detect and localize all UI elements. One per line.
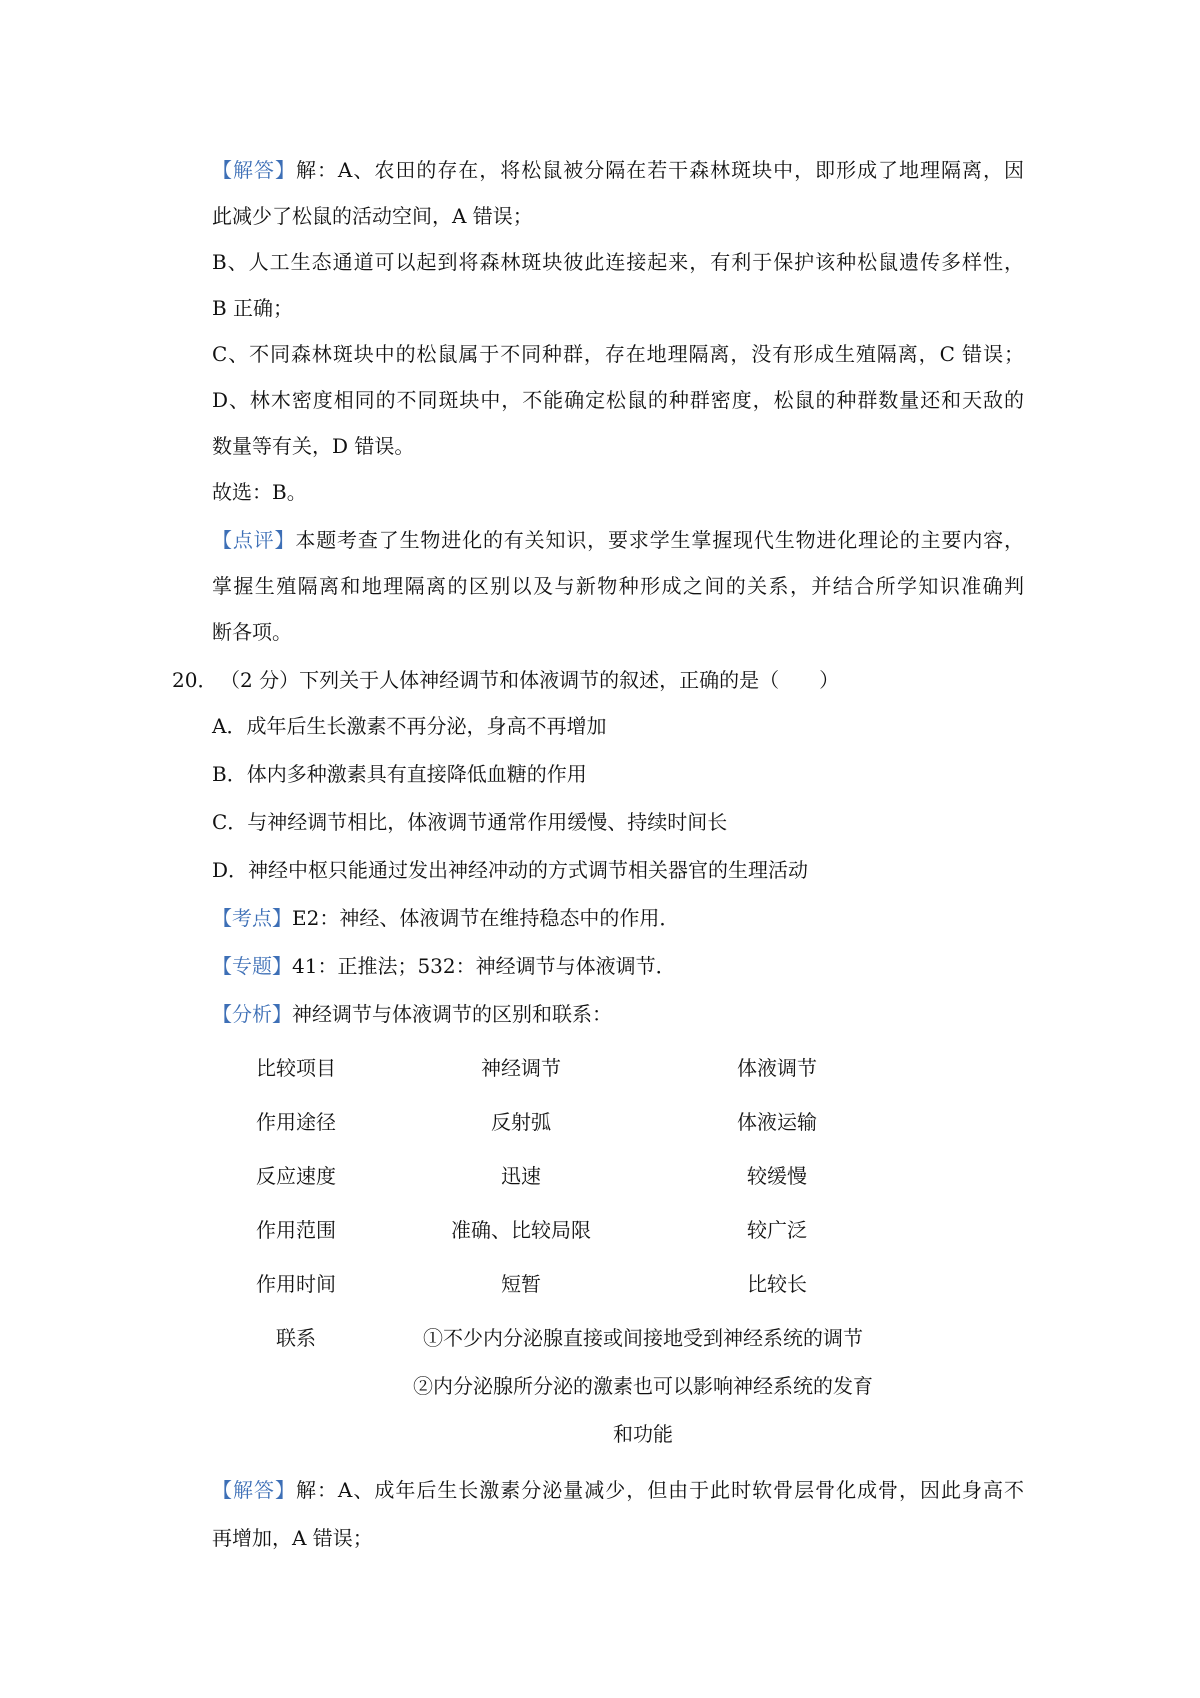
table-cell: 较缓慢 <box>747 1164 807 1188</box>
prev-answer-line-2: 此减少了松鼠的活动空间，A 错误； <box>212 204 533 228</box>
topic-tag: 【专题】 <box>212 954 292 978</box>
analysis-line: 【分析】神经调节与体液调节的区别和联系： <box>212 1002 612 1026</box>
comment-tag: 【点评】 <box>212 528 296 552</box>
point-tag: 【考点】 <box>212 906 292 930</box>
question-number: 20． <box>172 668 218 692</box>
table-row-label: 反应速度 <box>256 1164 336 1188</box>
table-relation-label: 联系 <box>276 1326 316 1350</box>
table-row-label: 作用范围 <box>256 1218 336 1242</box>
prev-answer-line-7: 数量等有关，D 错误。 <box>212 434 415 458</box>
option-b: B．体内多种激素具有直接降低血糖的作用 <box>212 762 587 786</box>
answer-tag: 【解答】 <box>212 158 296 182</box>
prev-answer-line-6: D、林木密度相同的不同斑块中，不能确定松鼠的种群密度，松鼠的种群数量还和天敌的 <box>212 388 1024 412</box>
table-cell: 比较长 <box>747 1272 807 1296</box>
prev-answer-line-5: C、不同森林斑块中的松鼠属于不同种群，存在地理隔离，没有形成生殖隔离，C 错误； <box>212 342 1024 366</box>
table-cell: 准确、比较局限 <box>451 1218 591 1242</box>
table-header-humoral: 体液调节 <box>737 1056 817 1080</box>
table-cell: 迅速 <box>501 1164 541 1188</box>
option-d: D．神经中枢只能通过发出神经冲动的方式调节相关器官的生理活动 <box>212 858 809 882</box>
analysis-tag: 【分析】 <box>212 1002 292 1026</box>
prev-answer-line-1: 【解答】解：A、农田的存在，将松鼠被分隔在若干森林斑块中，即形成了地理隔离，因 <box>212 158 1024 182</box>
question-stem: （2 分）下列关于人体神经调节和体液调节的叙述，正确的是（ ） <box>220 668 840 692</box>
option-c: C．与神经调节相比，体液调节通常作用缓慢、持续时间长 <box>212 810 728 834</box>
prev-comment-line-1: 【点评】本题考查了生物进化的有关知识，要求学生掌握现代生物进化理论的主要内容， <box>212 528 1025 552</box>
topic-line: 【专题】41：正推法；532：神经调节与体液调节． <box>212 954 676 978</box>
table-cell: 短暂 <box>501 1272 541 1296</box>
table-cell: 体液运输 <box>737 1110 817 1134</box>
table-header-nerve: 神经调节 <box>481 1056 561 1080</box>
answer-line-1: 【解答】解：A、成年后生长激素分泌量减少，但由于此时软骨层骨化成骨，因此身高不 <box>212 1478 1024 1502</box>
table-relation-3: 和功能 <box>613 1422 673 1446</box>
table-header-item: 比较项目 <box>256 1056 336 1080</box>
point-line: 【考点】E2：神经、体液调节在维持稳态中的作用． <box>212 906 680 930</box>
option-a: A．成年后生长激素不再分泌，身高不再增加 <box>212 714 607 738</box>
prev-answer-line-3: B、人工生态通道可以起到将森林斑块彼此连接起来，有利于保护该种松鼠遗传多样性， <box>212 250 1024 274</box>
table-cell: 较广泛 <box>747 1218 807 1242</box>
answer-tag: 【解答】 <box>212 1478 296 1502</box>
table-relation-2: ②内分泌腺所分泌的激素也可以影响神经系统的发育 <box>413 1374 873 1398</box>
table-relation-1: ①不少内分泌腺直接或间接地受到神经系统的调节 <box>423 1326 863 1350</box>
prev-comment-line-2: 掌握生殖隔离和地理隔离的区别以及与新物种形成之间的关系，并结合所学知识准确判 <box>212 574 1024 598</box>
table-row-label: 作用途径 <box>256 1110 336 1134</box>
prev-answer-choice: 故选：B。 <box>212 480 307 504</box>
table-row-label: 作用时间 <box>256 1272 336 1296</box>
answer-line-2: 再增加，A 错误； <box>212 1526 373 1550</box>
prev-answer-line-4: B 正确； <box>212 296 294 320</box>
prev-comment-line-3: 断各项。 <box>212 620 292 644</box>
table-cell: 反射弧 <box>491 1110 551 1134</box>
